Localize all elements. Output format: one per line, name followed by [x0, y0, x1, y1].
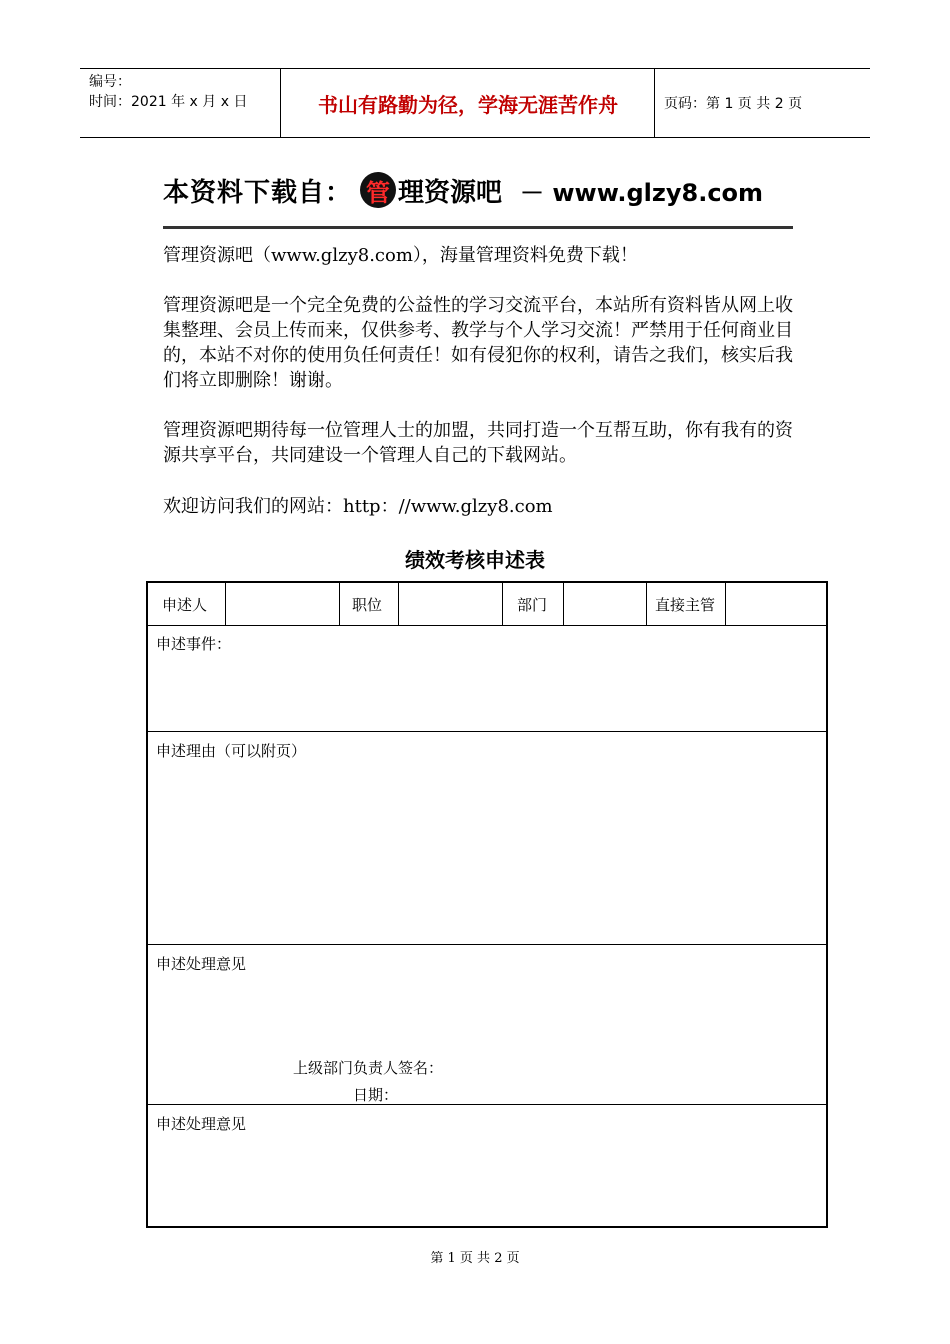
position-label: 职位: [352, 595, 383, 614]
appeal-form: [146, 581, 828, 1228]
date-label: 时间：2021 年 x 月 x 日: [89, 94, 248, 110]
department-label: 部门: [517, 595, 548, 614]
reason-label: 申述理由（可以附页）: [156, 742, 307, 760]
header-page-info: 页码：第 1 页 共 2 页: [664, 96, 803, 112]
supervisor-label: 直接主管: [655, 595, 716, 614]
applicant-label: 申述人: [162, 595, 208, 614]
signature-label: 上级部门负责人签名：: [293, 1059, 444, 1077]
banner-site-name: 理资源吧: [398, 177, 503, 208]
download-banner: [163, 170, 793, 210]
opinion-section-1[interactable]: [148, 945, 826, 1105]
header-motto: 书山有路勤为径，学海无涯苦作舟: [282, 69, 655, 137]
page-footer: 第 1 页 共 2 页: [430, 1251, 520, 1266]
form-header-row: [148, 583, 826, 626]
form-title: 绩效考核申述表: [405, 548, 545, 572]
site-logo-icon: 管: [360, 172, 396, 208]
intro-paragraph-1: 管理资源吧（www.glzy8.com），海量管理资料免费下载！: [163, 245, 638, 266]
applicant-field[interactable]: [226, 583, 339, 625]
opinion-label-1: 申述处理意见: [156, 955, 247, 973]
opinion-section-2[interactable]: [148, 1105, 826, 1226]
document-header: [80, 68, 870, 138]
banner-divider: [163, 226, 793, 229]
banner-prefix: 本资料下载自：: [163, 177, 353, 208]
event-label: 申述事件：: [156, 635, 232, 653]
number-label: 编号：: [89, 74, 131, 90]
event-section[interactable]: [148, 625, 826, 732]
intro-paragraph-4: 欢迎访问我们的网站：http：//www.glzy8.com: [163, 496, 553, 517]
supervisor-field[interactable]: [726, 583, 826, 625]
signature-date-label: 日期：: [353, 1086, 399, 1104]
intro-paragraph-2: 管理资源吧是一个完全免费的公益性的学习交流平台，本站所有资料皆从网上收集整理、会员上传而来，仅供参考、教学与个人学习交流！严禁用于任何商业目的，本站不对你的使用负任何责任！如有侵犯你的权利，请告之我们，核实后我们将立即删除！谢谢。: [163, 295, 793, 391]
banner-url[interactable]: － www.glzy8.com: [520, 178, 764, 207]
position-field[interactable]: [399, 583, 502, 625]
opinion-label-2: 申述处理意见: [156, 1115, 247, 1133]
header-meta: [80, 69, 281, 137]
intro-paragraph-3: 管理资源吧期待每一位管理人士的加盟，共同打造一个互帮互助，你有我有的资源共享平台，共同建设一个管理人自己的下载网站。: [163, 420, 793, 466]
department-field[interactable]: [564, 583, 646, 625]
reason-section[interactable]: [148, 732, 826, 945]
